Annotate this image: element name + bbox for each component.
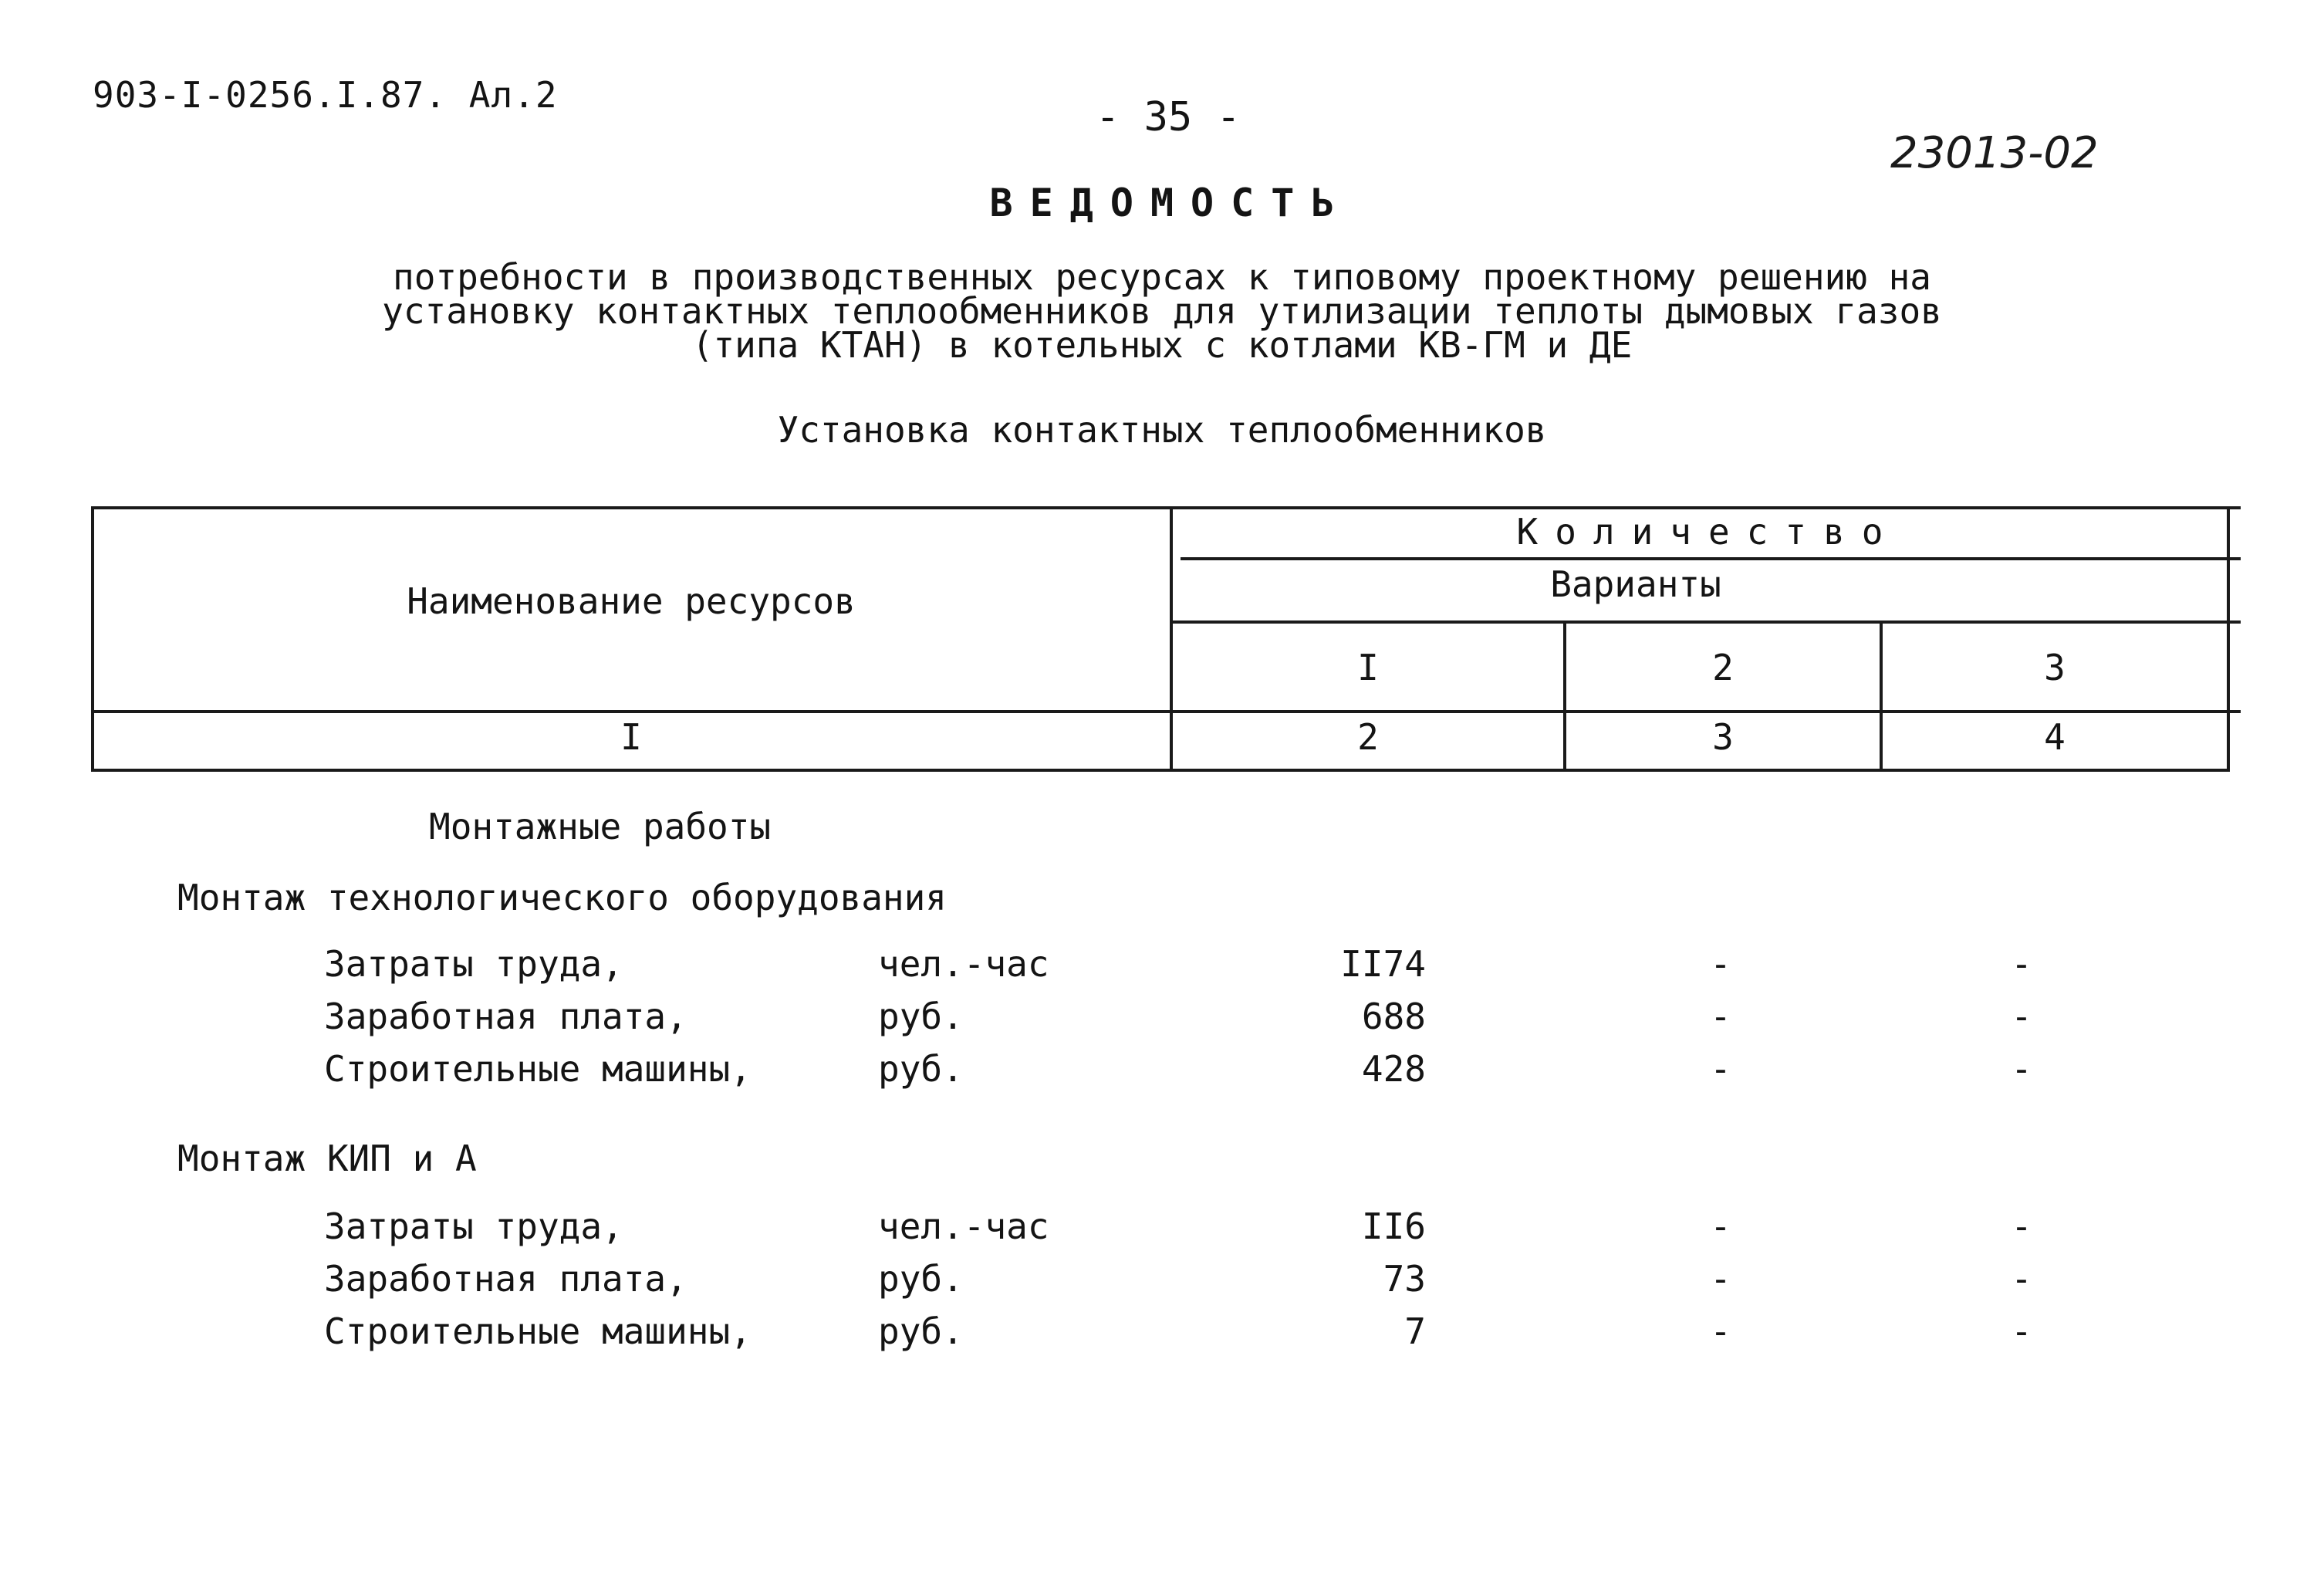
- header-resource-name: Наименование ресурсов: [407, 580, 856, 622]
- row-value-3: -: [2011, 1258, 2032, 1300]
- variant-label-1: I: [1357, 647, 1379, 688]
- row-value-2: -: [1710, 1258, 1731, 1300]
- row-value-1: II74: [1340, 943, 1426, 985]
- variants-divider: [1171, 620, 2241, 624]
- row-value-1: II6: [1361, 1205, 1426, 1247]
- row-value-1: 428: [1361, 1048, 1426, 1090]
- column-number-1: I: [620, 716, 642, 758]
- page-number: - 35 -: [1096, 94, 1241, 140]
- row-name: Строительные машины,: [324, 1048, 752, 1090]
- row-name: Заработная плата,: [324, 996, 687, 1037]
- row-value-3: -: [2011, 996, 2032, 1037]
- row-value-1: 73: [1383, 1258, 1426, 1300]
- row-value-1: 7: [1404, 1310, 1426, 1352]
- row-name: Затраты труда,: [324, 943, 623, 985]
- row-name: Заработная плата,: [324, 1258, 687, 1300]
- variant-label-2: 2: [1712, 647, 1734, 688]
- quantity-divider: [1181, 557, 2241, 560]
- subtitle-line-1: потребности в производственных ресурсах к типовому проектному решению на: [393, 256, 1931, 298]
- row-value-2: -: [1710, 1048, 1731, 1090]
- row-value-3: -: [2011, 1048, 2032, 1090]
- section-title-equipment: Монтаж технологического оборудования: [177, 877, 947, 918]
- row-value-2: -: [1710, 1205, 1731, 1247]
- row-value-3: -: [2011, 1205, 2032, 1247]
- registration-number: 23013-02: [1890, 128, 2099, 178]
- category-title: Монтажные работы: [429, 806, 772, 847]
- header-bottom-border: [91, 710, 2241, 713]
- row-value-2: -: [1710, 1310, 1731, 1352]
- row-unit: чел.-час: [878, 1205, 1049, 1247]
- section-title-instrumentation: Монтаж КИП и А: [177, 1138, 477, 1179]
- row-name: Строительные машины,: [324, 1310, 752, 1352]
- document-code: 903-I-0256.I.87. Ал.2: [93, 74, 558, 116]
- subtitle-line-3: (типа КТАН) в котельных с котлами КВ-ГМ и ДЕ: [691, 324, 1633, 366]
- document-title: ВЕДОМОСТЬ: [989, 181, 1352, 225]
- table-bottom-border: [91, 769, 2228, 772]
- variant-label-3: 3: [2044, 647, 2066, 688]
- column-number-3: 3: [1712, 716, 1734, 758]
- header-variants: Варианты: [1550, 563, 1721, 605]
- row-value-2: -: [1710, 943, 1731, 985]
- row-name: Затраты труда,: [324, 1205, 623, 1247]
- subtitle-line-2: установку контактных теплообменников для утилизации теплоты дымовых газов: [382, 290, 1942, 332]
- row-unit: руб.: [878, 1048, 964, 1090]
- row-unit: руб.: [878, 996, 964, 1037]
- table-right-border: [2227, 506, 2230, 772]
- row-unit: руб.: [878, 1310, 964, 1352]
- row-value-2: -: [1710, 996, 1731, 1037]
- row-value-3: -: [2011, 943, 2032, 985]
- row-value-1: 688: [1361, 996, 1426, 1037]
- header-quantity: Количество: [1516, 511, 1900, 553]
- table-top-border: [91, 506, 2241, 509]
- row-value-3: -: [2011, 1310, 2032, 1352]
- section-title: Установка контактных теплообменников: [777, 409, 1547, 451]
- row-unit: чел.-час: [878, 943, 1049, 985]
- column-number-4: 4: [2044, 716, 2066, 758]
- row-unit: руб.: [878, 1258, 964, 1300]
- column-number-2: 2: [1357, 716, 1379, 758]
